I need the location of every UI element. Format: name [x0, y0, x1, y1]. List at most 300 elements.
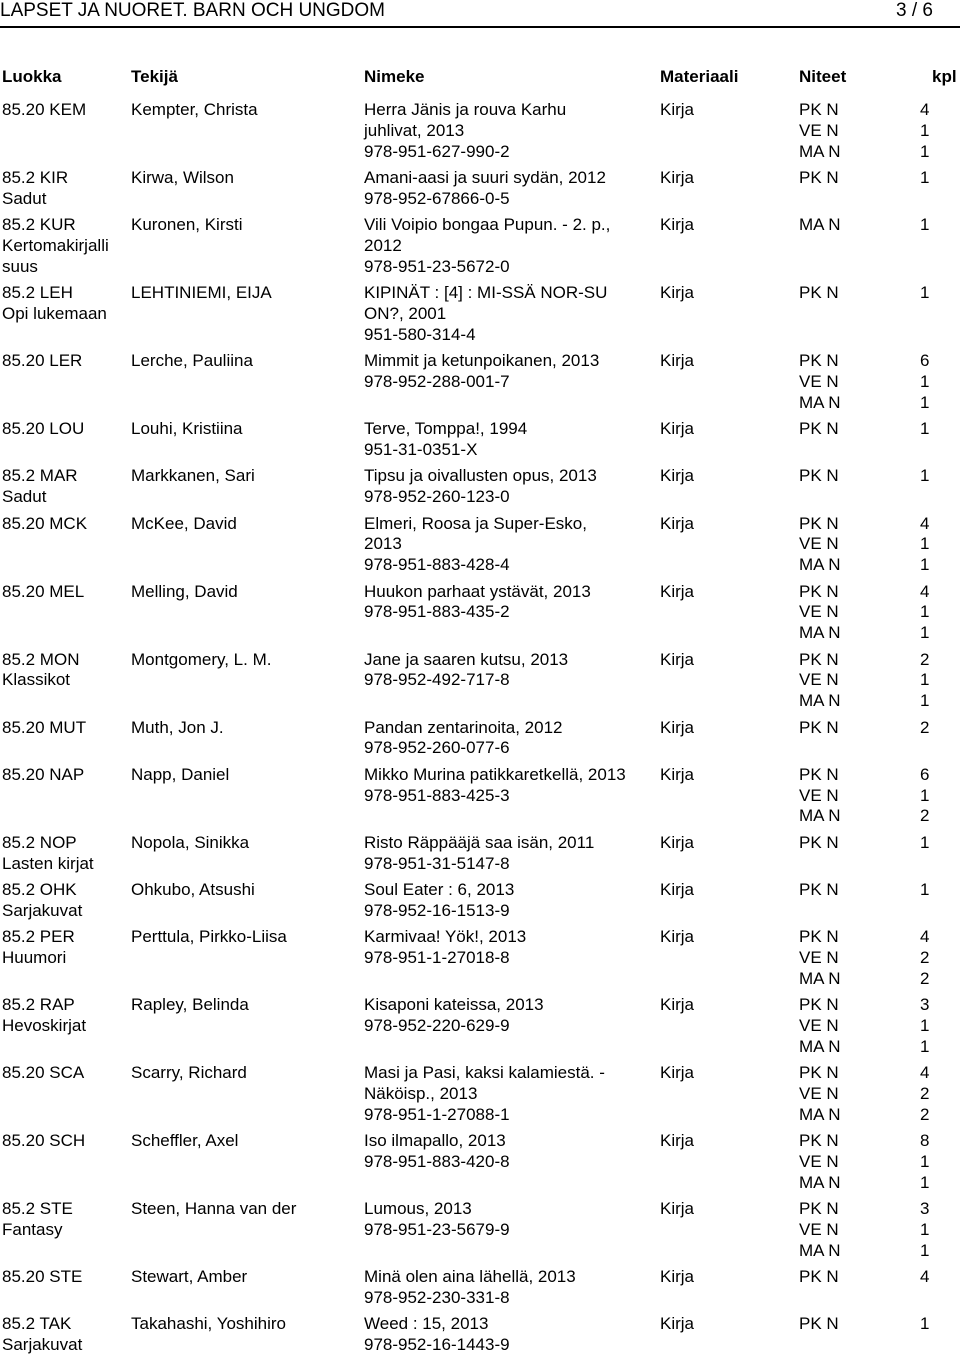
copy-count [920, 1267, 960, 1288]
author-name: Kirwa, Wilson [131, 168, 234, 187]
holdings [799, 833, 839, 854]
copy-count-value: 8 [920, 1131, 930, 1151]
holdings [799, 100, 841, 162]
title [364, 927, 654, 969]
material [660, 419, 694, 440]
holding-location: PK N [799, 1199, 839, 1219]
title-line: 978-951-31-5147-8 [364, 853, 510, 873]
title-line: Soul Eater : 6, 2013 [364, 879, 515, 899]
author-name: Napp, Daniel [131, 764, 230, 784]
material-type: Kirja [660, 764, 695, 784]
material [660, 718, 694, 739]
class-code-line: Lasten kirjat [2, 853, 94, 873]
title [364, 1131, 654, 1173]
class-code [2, 100, 126, 121]
class-code [2, 283, 126, 325]
list-item [0, 419, 960, 466]
holdings [799, 351, 841, 413]
title [364, 514, 654, 576]
class-code [2, 995, 126, 1037]
list-item [0, 514, 960, 582]
copy-count [920, 466, 960, 487]
material-type: Kirja [660, 581, 695, 601]
holding-location: PK N [799, 466, 839, 486]
title-line: juhlivat, 2013 [364, 120, 465, 140]
holding-location: PK N [799, 764, 839, 784]
title-line: Iso ilmapallo, 2013 [364, 1131, 506, 1151]
title-line: Näköisp., 2013 [364, 1083, 478, 1103]
list-item [0, 833, 960, 880]
col-header-nimeke: Nimeke [364, 67, 425, 86]
holding-location: MA N [799, 691, 841, 711]
header-divider [0, 26, 960, 28]
copy-count-value: 3 [920, 995, 930, 1015]
holding-location: VE N [799, 602, 839, 622]
holdings [799, 927, 841, 989]
copy-count-value: 4 [920, 927, 930, 947]
title [364, 168, 654, 210]
material [660, 833, 694, 854]
title-line: Weed : 15, 2013 [364, 1314, 489, 1334]
title-line: Vili Voipio bongaa Pupun. - 2. p., [364, 215, 611, 235]
copy-count [920, 1314, 960, 1335]
list-item [0, 1314, 960, 1361]
title-line: KIPINÄT : [4] : MI-SSÄ NOR-SU [364, 283, 608, 303]
material [660, 1063, 694, 1084]
holding-location: PK N [799, 168, 839, 187]
col-header-tekija: Tekijä [131, 67, 178, 86]
author [131, 419, 359, 440]
copy-count-value: 1 [920, 602, 930, 622]
holding-location: VE N [799, 670, 839, 690]
material-type: Kirja [660, 100, 695, 119]
class-code-line: Klassikot [2, 670, 71, 690]
holding-location: MA N [799, 1240, 841, 1260]
holdings [799, 1199, 841, 1261]
title-line: 978-951-883-425-3 [364, 785, 510, 805]
material [660, 466, 694, 487]
class-code-line: Sadut [2, 487, 47, 507]
title-line: 951-580-314-4 [364, 324, 476, 344]
col-header-luokka: Luokka [2, 67, 62, 86]
copy-count-value: 4 [920, 581, 930, 601]
class-code-line: 85.20 KEM [2, 100, 87, 119]
copy-count-value: 2 [920, 1083, 930, 1103]
author [131, 995, 359, 1016]
author [131, 514, 359, 535]
author-name: LEHTINIEMI, EIJA [131, 283, 272, 303]
copy-count-value: 1 [920, 879, 930, 899]
copy-count-value: 2 [920, 1104, 930, 1124]
class-code-line: 85.2 MON [2, 649, 80, 669]
col-header-materiaali: Materiaali [660, 67, 739, 86]
page-title: LAPSET JA NUORET. BARN OCH UNGDOM [0, 0, 385, 21]
copy-count [920, 168, 960, 189]
list-item [0, 215, 960, 283]
copy-count-value: 1 [920, 419, 930, 439]
copy-count [920, 514, 960, 576]
author-name: Nopola, Sinikka [131, 832, 250, 852]
title-line: Tipsu ja oivallusten opus, 2013 [364, 466, 597, 486]
holdings [799, 1267, 839, 1288]
copy-count-value: 3 [920, 1199, 930, 1219]
material-type: Kirja [660, 832, 695, 852]
author-name: Scarry, Richard [131, 1063, 247, 1083]
class-code-line: 85.20 MEL [2, 581, 85, 601]
holding-location: PK N [799, 717, 839, 737]
class-code-line: Huumori [2, 947, 67, 967]
copy-count-value: 1 [920, 1314, 930, 1334]
author-name: Markkanen, Sari [131, 466, 255, 486]
material [660, 582, 694, 603]
title-line: Herra Jänis ja rouva Karhu [364, 100, 567, 119]
holding-location: PK N [799, 927, 839, 947]
list-item [0, 927, 960, 995]
list-item [0, 168, 960, 215]
copy-count-value: 1 [920, 785, 930, 805]
author [131, 1199, 359, 1220]
list-item [0, 718, 960, 765]
holding-location: VE N [799, 947, 839, 967]
title [364, 765, 654, 807]
holding-location: VE N [799, 1151, 839, 1171]
title [364, 1063, 654, 1125]
copy-count [920, 582, 960, 644]
class-code-line: 85.2 KIR [2, 168, 69, 187]
copy-count-value: 1 [920, 670, 930, 690]
copy-count-value: 1 [920, 1172, 930, 1192]
copy-count [920, 215, 960, 236]
material-type: Kirja [660, 466, 695, 486]
copy-count [920, 833, 960, 854]
author [131, 582, 359, 603]
title-line: Terve, Tomppa!, 1994 [364, 419, 528, 439]
author [131, 718, 359, 739]
holdings [799, 718, 839, 739]
page-number: 3 / 6 [896, 0, 933, 21]
author [131, 283, 359, 304]
title-line: Minä olen aina lähellä, 2013 [364, 1267, 576, 1287]
copy-count-value: 1 [920, 555, 930, 575]
author [131, 1063, 359, 1084]
author [131, 1314, 359, 1335]
list-item [0, 765, 960, 833]
copy-count [920, 419, 960, 440]
copy-count-value: 1 [920, 168, 930, 187]
material-type: Kirja [660, 879, 695, 899]
title-line: Elmeri, Roosa ja Super-Esko, [364, 513, 587, 533]
title-line: 978-952-67866-0-5 [364, 188, 510, 208]
copy-count-value: 2 [920, 947, 930, 967]
author [131, 100, 359, 121]
list-item [0, 283, 960, 351]
class-code-line: 85.20 LER [2, 351, 83, 371]
material-type: Kirja [660, 1314, 695, 1334]
class-code-line: 85.20 MCK [2, 513, 88, 533]
title [364, 880, 654, 922]
holding-location: VE N [799, 785, 839, 805]
title-line: Huukon parhaat ystävät, 2013 [364, 581, 591, 601]
class-code [2, 1267, 126, 1288]
copy-count-value: 4 [920, 1267, 930, 1287]
copy-count-value: 1 [920, 832, 930, 852]
holding-location: MA N [799, 806, 841, 826]
class-code [2, 880, 126, 922]
title-line: Risto Räppääjä saa isän, 2011 [364, 832, 595, 852]
column-headers [0, 67, 960, 89]
copy-count-value: 1 [920, 1219, 930, 1239]
holding-location: MA N [799, 1036, 841, 1056]
title-line: 978-951-883-435-2 [364, 602, 510, 622]
copy-count-value: 1 [920, 371, 930, 391]
holding-location: PK N [799, 100, 839, 119]
title-line: 978-951-1-27018-8 [364, 947, 510, 967]
copy-count-value: 1 [920, 283, 930, 303]
holding-location: MA N [799, 1104, 841, 1124]
title-line: 978-951-883-420-8 [364, 1151, 510, 1171]
holding-location: VE N [799, 534, 839, 554]
class-code-line: 85.20 MUT [2, 717, 87, 737]
title-line: 978-951-627-990-2 [364, 141, 510, 161]
title [364, 100, 654, 162]
title [364, 718, 654, 760]
holdings [799, 765, 841, 827]
holdings [799, 514, 841, 576]
title-line: 978-951-1-27088-1 [364, 1104, 510, 1124]
copy-count-value: 2 [920, 968, 930, 988]
holding-location: VE N [799, 371, 839, 391]
material-type: Kirja [660, 168, 695, 187]
material-type: Kirja [660, 649, 695, 669]
holding-location: PK N [799, 1267, 839, 1287]
page-header [0, 0, 960, 24]
title [364, 1199, 654, 1241]
class-code [2, 718, 126, 739]
author [131, 927, 359, 948]
material [660, 880, 694, 901]
class-code [2, 650, 126, 692]
copy-count-value: 1 [920, 1151, 930, 1171]
class-code-line: Sadut [2, 188, 47, 208]
list-item [0, 1199, 960, 1267]
copy-count-value: 1 [920, 1240, 930, 1260]
copy-count-value: 6 [920, 351, 930, 371]
author-name: Muth, Jon J. [131, 717, 224, 737]
title-line: Mimmit ja ketunpoikanen, 2013 [364, 351, 600, 371]
class-code-line: 85.20 SCH [2, 1131, 86, 1151]
title-line: 978-952-260-123-0 [364, 487, 510, 507]
title [364, 650, 654, 692]
copy-count-value: 1 [920, 534, 930, 554]
title [364, 833, 654, 875]
copy-count [920, 1199, 960, 1261]
title-line: Pandan zentarinoita, 2012 [364, 717, 563, 737]
author-name: Montgomery, L. M. [131, 649, 272, 669]
class-code-line: 85.2 NOP [2, 832, 77, 852]
class-code-line: Hevoskirjat [2, 1015, 87, 1035]
title-line: Amani-aasi ja suuri sydän, 2012 [364, 168, 606, 187]
class-code-line: 85.2 RAP [2, 995, 75, 1015]
material [660, 215, 694, 236]
material [660, 1314, 694, 1335]
author-name: Scheffler, Axel [131, 1131, 239, 1151]
holding-location: MA N [799, 623, 841, 643]
col-header-kpl: kpl [932, 67, 957, 86]
holding-location: PK N [799, 1314, 839, 1334]
holdings [799, 1131, 841, 1193]
copy-count [920, 1131, 960, 1193]
title-line: Jane ja saaren kutsu, 2013 [364, 649, 569, 669]
author [131, 1267, 359, 1288]
material-type: Kirja [660, 717, 695, 737]
copy-count-value: 4 [920, 100, 930, 119]
title [364, 1314, 654, 1356]
holding-location: PK N [799, 351, 839, 371]
author-name: Ohkubo, Atsushi [131, 879, 255, 899]
class-code-line: 85.20 NAP [2, 764, 85, 784]
class-code [2, 927, 126, 969]
class-code-line: Opi lukemaan [2, 303, 107, 323]
title [364, 995, 654, 1037]
catalog-list [0, 100, 960, 1362]
material-type: Kirja [660, 1199, 695, 1219]
author-name: Melling, David [131, 581, 238, 601]
material [660, 927, 694, 948]
author [131, 833, 359, 854]
material [660, 765, 694, 786]
holding-location: MA N [799, 141, 841, 161]
class-code-line: 85.2 TAK [2, 1314, 72, 1334]
material [660, 351, 694, 372]
copy-count-value: 1 [920, 466, 930, 486]
material-type: Kirja [660, 1131, 695, 1151]
material-type: Kirja [660, 513, 695, 533]
author-name: Takahashi, Yoshihiro [131, 1314, 287, 1334]
copy-count [920, 283, 960, 304]
title-line: 978-952-260-077-6 [364, 738, 510, 758]
class-code-line: Sarjakuvat [2, 1335, 83, 1355]
title [364, 582, 654, 624]
class-code-line: 85.20 SCA [2, 1063, 85, 1083]
class-code [2, 833, 126, 875]
class-code [2, 1063, 126, 1084]
title [364, 466, 654, 508]
holdings [799, 419, 839, 440]
author [131, 1131, 359, 1152]
title-line: 978-951-23-5679-9 [364, 1219, 510, 1239]
holding-location: PK N [799, 879, 839, 899]
copy-count-value: 1 [920, 392, 930, 412]
class-code-line: 85.20 STE [2, 1267, 83, 1287]
holdings [799, 168, 839, 189]
material [660, 650, 694, 671]
list-item [0, 351, 960, 419]
class-code-line: 85.2 OHK [2, 879, 77, 899]
holding-location: VE N [799, 1219, 839, 1239]
title [364, 351, 654, 393]
author-name: Steen, Hanna van der [131, 1199, 297, 1219]
holding-location: PK N [799, 581, 839, 601]
material-type: Kirja [660, 1063, 695, 1083]
title-line: ON?, 2001 [364, 303, 447, 323]
copy-count-value: 1 [920, 1015, 930, 1035]
title [364, 1267, 654, 1309]
copy-count-value: 1 [920, 215, 930, 235]
class-code-line: 85.2 LEH [2, 283, 73, 303]
holding-location: VE N [799, 120, 839, 140]
copy-count-value: 2 [920, 649, 930, 669]
author [131, 765, 359, 786]
title [364, 215, 654, 277]
author-name: Lerche, Pauliina [131, 351, 253, 371]
copy-count [920, 880, 960, 901]
class-code-line: Fantasy [2, 1219, 63, 1239]
holding-location: PK N [799, 832, 839, 852]
holdings [799, 1063, 841, 1125]
list-item [0, 1063, 960, 1131]
holdings [799, 283, 839, 304]
author-name: McKee, David [131, 513, 237, 533]
class-code [2, 765, 126, 786]
title-line: Lumous, 2013 [364, 1199, 472, 1219]
list-item [0, 1267, 960, 1314]
copy-count [920, 927, 960, 989]
list-item [0, 1131, 960, 1199]
holding-location: MA N [799, 555, 841, 575]
copy-count-value: 4 [920, 1063, 930, 1083]
author [131, 168, 359, 189]
material-type: Kirja [660, 419, 695, 439]
class-code-line: 85.2 PER [2, 927, 75, 947]
copy-count-value: 4 [920, 513, 930, 533]
author [131, 351, 359, 372]
material-type: Kirja [660, 995, 695, 1015]
class-code-line: Sarjakuvat [2, 900, 83, 920]
material [660, 100, 694, 121]
copy-count [920, 1063, 960, 1125]
copy-count [920, 995, 960, 1057]
material-type: Kirja [660, 351, 695, 371]
class-code [2, 419, 126, 440]
title-line: 978-952-16-1443-9 [364, 1335, 510, 1355]
material-type: Kirja [660, 283, 695, 303]
copy-count-value: 1 [920, 623, 930, 643]
copy-count [920, 718, 960, 739]
author [131, 650, 359, 671]
author-name: Rapley, Belinda [131, 995, 249, 1015]
title-line: 951-31-0351-X [364, 439, 478, 459]
list-item [0, 100, 960, 168]
class-code [2, 582, 126, 603]
holdings [799, 650, 841, 712]
author-name: Louhi, Kristiina [131, 419, 243, 439]
author [131, 880, 359, 901]
title-line: Karmivaa! Yök!, 2013 [364, 927, 527, 947]
title-line: 978-952-220-629-9 [364, 1015, 510, 1035]
title-line: 978-952-16-1513-9 [364, 900, 510, 920]
list-item [0, 650, 960, 718]
author-name: Perttula, Pirkko-Liisa [131, 927, 287, 947]
material [660, 514, 694, 535]
holding-location: PK N [799, 1131, 839, 1151]
copy-count-value: 1 [920, 141, 930, 161]
class-code [2, 1131, 126, 1152]
holdings [799, 995, 841, 1057]
holdings [799, 582, 841, 644]
title-line: 2013 [364, 534, 402, 554]
holding-location: PK N [799, 283, 839, 303]
title-line: Kisaponi kateissa, 2013 [364, 995, 544, 1015]
